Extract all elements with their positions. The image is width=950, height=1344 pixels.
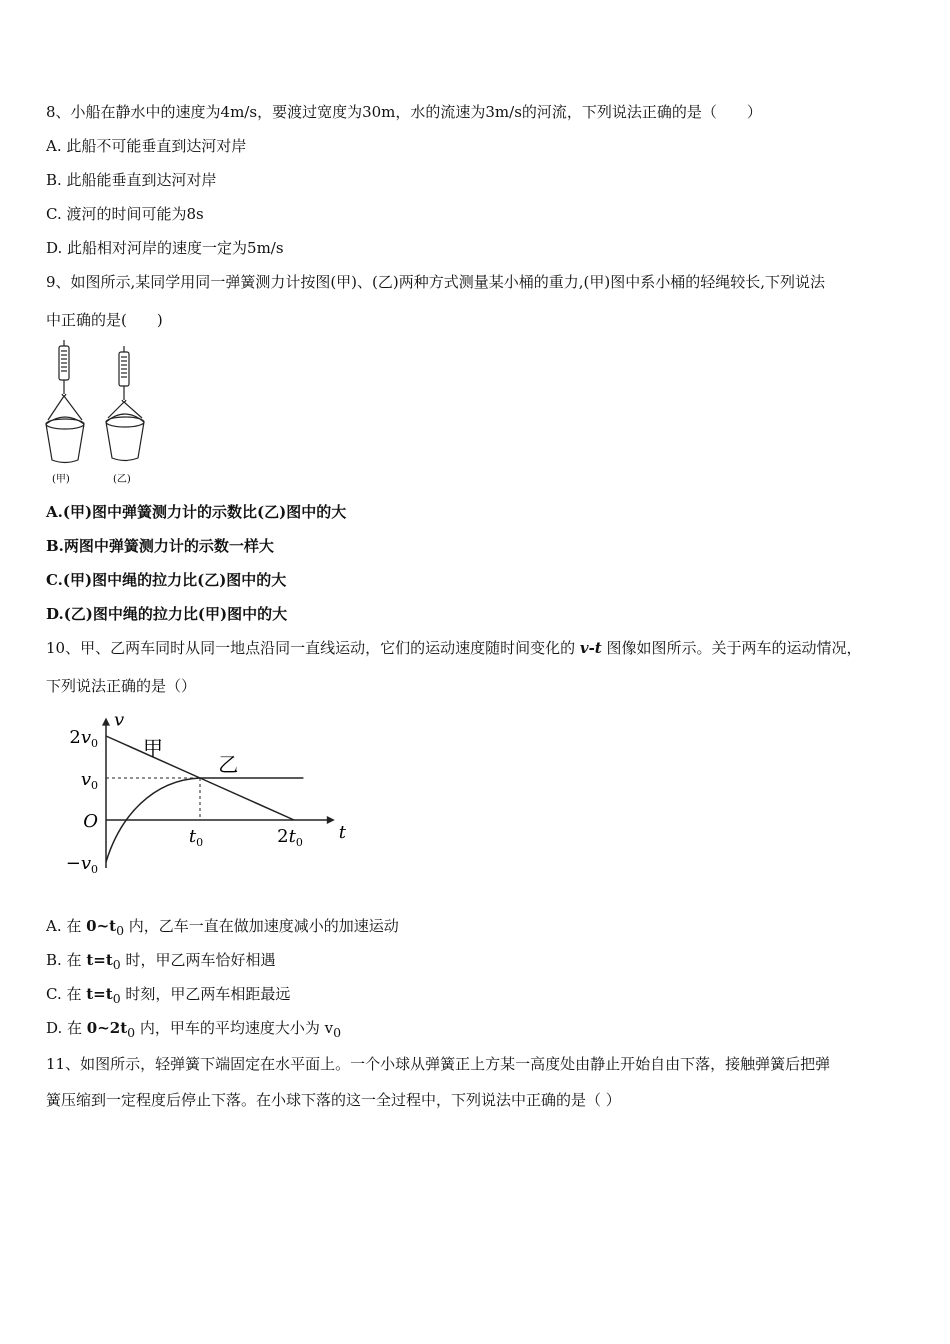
y-tick-label: $-v_0$	[65, 853, 98, 876]
vt-graph	[56, 704, 346, 884]
q8-option-c: C. 渡河的时间可能为8s	[46, 205, 204, 223]
y-tick-label: O	[83, 811, 98, 832]
y-tick-label: $v_0$	[80, 769, 98, 792]
q10-option-a: A. 在 $0\sim t_0$ 内，乙车一直在做加速度减小的加速运动	[46, 917, 399, 938]
q10-option-c: C. 在 $t=t_0$ 时刻，甲乙两车相距最远	[46, 985, 291, 1006]
figure-label-yi: (乙)	[113, 474, 131, 485]
series-label-jia: 甲	[143, 735, 163, 760]
x-tick-label: $t_0$	[188, 826, 204, 849]
q11-stem-line1: 11、如图所示，轻弹簧下端固定在水平面上。一个小球从弹簧正上方某一高度处由静止开始自由下落，接触弹簧后把弹	[46, 1055, 831, 1073]
spring-scale-buckets-figure	[40, 338, 160, 488]
q9-stem-line2: 中正确的是( )	[46, 311, 163, 329]
y-axis-arrow	[102, 718, 110, 726]
q10-stem-line1: 10、甲、乙两车同时从同一地点沿同一直线运动，它们的运动速度随时间变化的 v-t 图像如图所示。关于两车的运动情况，	[46, 639, 862, 657]
y-axis-label: v	[114, 709, 125, 731]
y-tick-label: $2v_0$	[69, 727, 98, 750]
bucket-yi-icon	[106, 414, 144, 461]
x-axis-arrow	[327, 816, 335, 824]
q9-option-a: A.(甲)图中弹簧测力计的示数比(乙)图中的大	[46, 503, 347, 521]
series-label-yi: 乙	[218, 752, 239, 777]
bucket-jia-icon	[46, 417, 84, 463]
q9-option-d: D.(乙)图中绳的拉力比(甲)图中的大	[46, 605, 288, 623]
q11-stem-line2: 簧压缩到一定程度后停止下落。在小球下落的这一全过程中，下列说法中正确的是（ ）	[46, 1091, 621, 1109]
q9-option-b: B.两图中弹簧测力计的示数一样大	[46, 537, 274, 555]
q10-stem-line2: 下列说法正确的是（）	[46, 677, 197, 695]
q8-option-d: D. 此船相对河岸的速度一定为5m/s	[46, 239, 284, 257]
q10-option-b: B. 在 $t=t_0$ 时，甲乙两车恰好相遇	[46, 951, 276, 972]
vt-label: v-t	[579, 639, 602, 657]
x-tick-label: $2t_0$	[277, 826, 303, 849]
figure-label-jia: (甲)	[52, 474, 70, 485]
q9-option-c: C.(甲)图中绳的拉力比(乙)图中的大	[46, 571, 287, 589]
x-axis-label: t	[338, 822, 346, 843]
spring-scale-yi-icon	[108, 346, 142, 418]
q10-option-d: D. 在 $0\sim 2t_0$ 内，甲车的平均速度大小为 $v_0$	[46, 1019, 342, 1040]
q8-option-b: B. 此船能垂直到达河对岸	[46, 171, 217, 189]
q8-option-a: A. 此船不可能垂直到达河对岸	[46, 137, 247, 155]
q8-stem: 8、小船在静水中的速度为4m/s，要渡过宽度为30m，水的流速为3m/s的河流，下列说法正确的是（ ）	[46, 103, 762, 121]
spring-scale-jia-icon	[48, 340, 82, 420]
q9-stem-line1: 9、如图所示,某同学用同一弹簧测力计按图(甲)、(乙)两种方式测量某小桶的重力,(甲)图中系小桶的轻绳较长,下列说法	[46, 273, 825, 291]
